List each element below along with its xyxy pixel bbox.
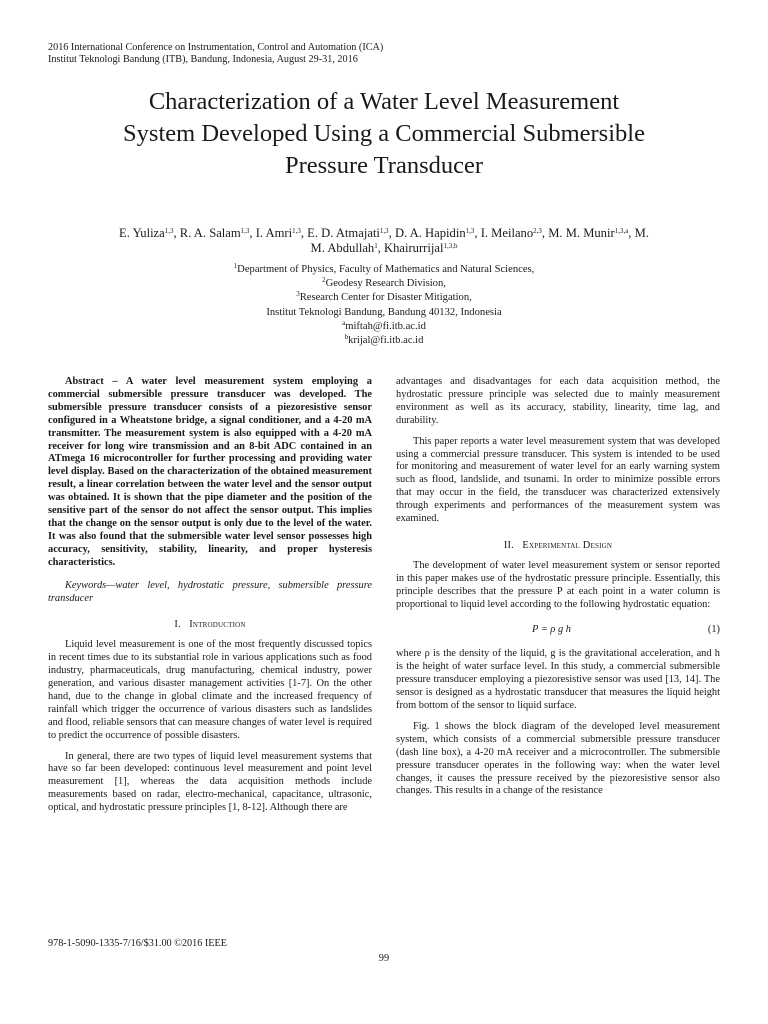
conference-venue: Institut Teknologi Bandung (ITB), Bandung, Indonesia, August 29-31, 2016 bbox=[48, 54, 358, 65]
section-heading: I. Introduction bbox=[174, 619, 246, 631]
author: E. D. Atmajati$^{1,3}$ bbox=[307, 226, 389, 240]
paragraph: This paper reports a water level measurement system that was developed using a commercial pressure transducer. This system is intended to be used for monitoring and measurement of water level for an early warning system such as flood, landslide, and tsunami. In order to minimize possible errors that may occur in the field, the transducer was characterized extensively through experiments and performances of the measurement system was examined. bbox=[396, 435, 720, 525]
keywords: Keywords—water level, hydrostatic pressure, submersible pressure transducer bbox=[48, 579, 372, 604]
author: E. Yuliza$^{1,3}$ bbox=[119, 226, 174, 240]
email: $^a$miftah@fi.itb.ac.id bbox=[342, 318, 426, 332]
abstract: Abstract – A water level measurement system employing a commercial submersible pressure transducer was developed. The submersible pressure transducer consists of a piezoresistive sensor configured in a Wheatstone bridge, a signal conditioner, and a 4-20 mA transmitter. The measurement system is also equipped with a 4-20 mA receiver for long wire transmission and an 8-bit ADC contained in an ATmega 16 microcontroller for further processing and providing water level display. Based on the characterization of the obtained measurement result, a linear correlation between the water level and the sensor output was obtained. It is shown that the pipe diameter and the position of the sensitive part of the sensor do not affect the sensor output. This implies that the change on the sensor output is only due to the level of the water. It was also found that the submersible water level sensor possesses high accuracy, sensitivity, stability, linearity, and proper hysteresis characteristics. bbox=[48, 376, 372, 568]
author: I. Meilano$^{2,3}$ bbox=[480, 226, 542, 240]
title-line: Pressure Transducer bbox=[284, 152, 484, 179]
affiliation: $^3$Research Center for Disaster Mitigation, bbox=[296, 290, 472, 304]
paragraph: advantages and disadvantages for each data acquisition method, the hydrostatic pressure principle was selected due to mainly measurement environment as well as its accuracy, stability, linearity, time lag, and durability. bbox=[396, 376, 720, 426]
paragraph: In general, there are two types of liquid level measurement systems that have so far been developed: continuous level measurement and point level measurement [1], whereas the data acquisition methods include measurements based on radar, electro-mechanical, capacitance, ultrasonic, optical, and hydrostatic pressure principles [1, 8-12]. Although there are bbox=[48, 750, 372, 814]
affiliation: Institut Teknologi Bandung, Bandung 40132, Indonesia bbox=[266, 306, 502, 318]
right-column bbox=[396, 376, 720, 798]
equation-expression: P = ρ g h bbox=[532, 623, 571, 635]
conference-header bbox=[48, 42, 383, 66]
author: D. A. Hapidin$^{1,3}$ bbox=[394, 226, 475, 240]
email: $^b$krijal@fi.itb.ac.id bbox=[344, 333, 424, 347]
copyright-footer: 978-1-5090-1335-7/16/$31.00 ©2016 IEEE bbox=[48, 938, 227, 949]
title-line: Characterization of a Water Level Measurement bbox=[148, 88, 620, 115]
equation-number: (1) bbox=[707, 623, 720, 635]
author: M. M. Munir$^{1,3,a}$ bbox=[548, 226, 629, 240]
author: M. Abdullah$^1$ bbox=[310, 241, 378, 255]
author: R. A. Salam$^{1,3}$ bbox=[179, 226, 250, 240]
paragraph: Fig. 1 shows the block diagram of the developed level measurement system, which consists of a commercial submersible pressure transducer (dash line box), a 4-20 mA receiver and a microcontroller. The submersible pressure transducer operates in the following way: when the water level changes, it causes the pressure received by the piezoresistive sensor also changes. This results in a change of the resistance bbox=[396, 720, 720, 797]
left-column bbox=[48, 376, 372, 815]
author: I. Amri$^{1,3}$ bbox=[255, 226, 301, 240]
equation bbox=[396, 612, 720, 649]
affiliations bbox=[96, 263, 672, 348]
author-list: E. Yuliza$^{1,3}$, R. A. Salam$^{1,3}$, I. Amri$^{1,3}$, E. D. Atmajati$^{1,3}$, D. A. Hapidin$^{1,3}$, I. Meilano$^{2,3}$, M. M. Munir$^{1,3,a}$, M. M. Abdullah$^1$, Khairurrijal$^{1,3,b}$ bbox=[119, 226, 649, 255]
affiliation: $^1$Department of Physics, Faculty of Mathematics and Natural Sciences, bbox=[233, 262, 535, 275]
paragraph: The development of water level measurement system or sensor reported in this paper makes use of the hydrostatic pressure principle. Essentially, this principle describes that the pressure P at each point in a water column is proportional to liquid level according to the following hydrostatic equation: bbox=[396, 559, 720, 610]
conference-name: 2016 International Conference on Instrumentation, Control and Automation (ICA) bbox=[48, 42, 384, 53]
paragraph: where ρ is the density of the liquid, g is the gravitational acceleration, and h is the height of water surface level. In this study, a commercial submersible pressure transducer employing a piezoresistive sensor was used [13, 14]. The sensor is designed as a hydrostatic transducer that measures the liquid height from bottom of the sensor to liquid surface. bbox=[396, 648, 720, 712]
page-number: 99 bbox=[378, 953, 390, 964]
paper-title bbox=[40, 86, 728, 182]
affiliation: $^2$Geodesy Research Division, bbox=[322, 276, 446, 290]
author: Khairurrijal$^{1,3,b}$ bbox=[384, 241, 458, 255]
title-line: System Developed Using a Commercial Submersible bbox=[123, 120, 645, 147]
paragraph: Liquid level measurement is one of the most frequently discussed topics in recent times due to its substantial role in various applications such as food industry, pharmaceuticals, drug manufacturing, chemical industry, power generation, and various disaster management activities [1-7]. On the other hand, due to the change in global climate and the increased frequency of rainfall which trigger the occurrence of various disasters such as landslides and flood, reliable sensors that can measure changes of water level is required to predict the occurrence of possible disasters. bbox=[48, 639, 373, 741]
section-heading: II. Experimental Design bbox=[503, 539, 613, 551]
